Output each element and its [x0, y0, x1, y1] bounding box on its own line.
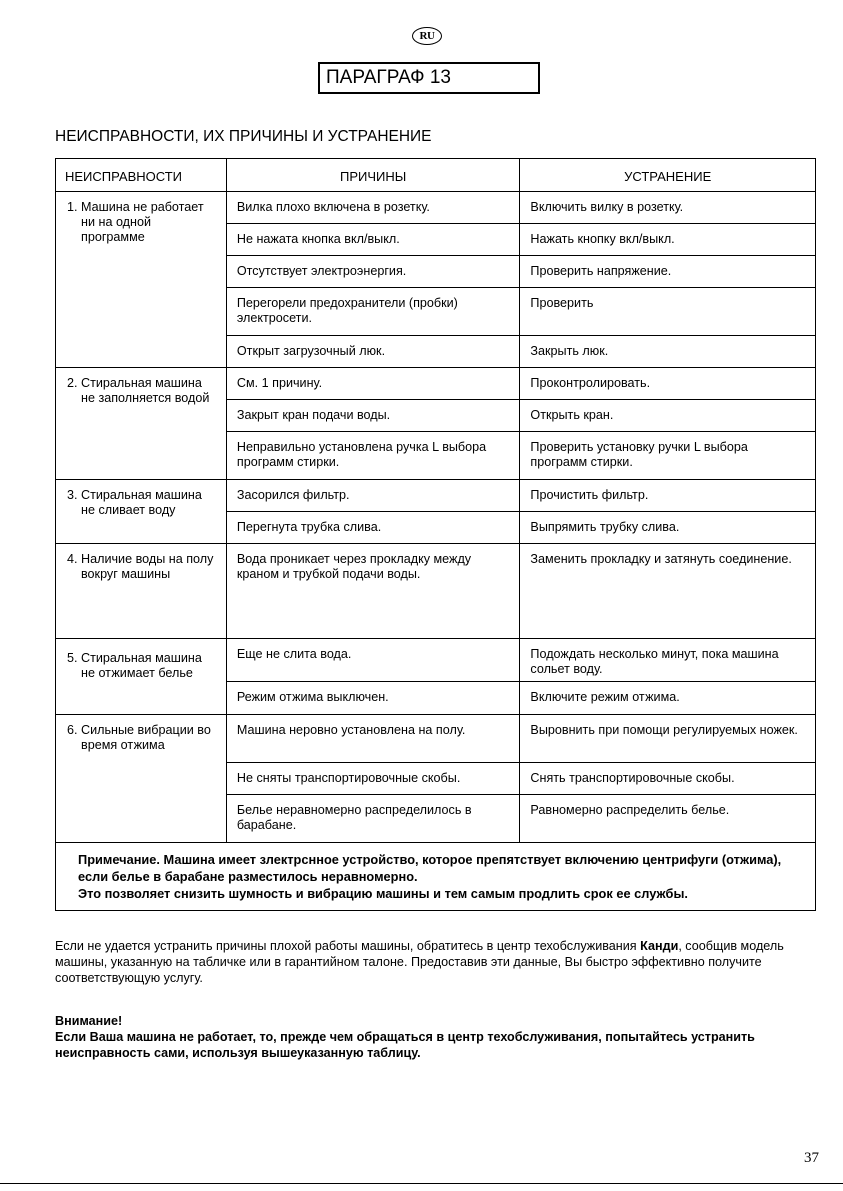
table-row	[56, 192, 816, 224]
fix-cell: Закрыть люк.	[520, 336, 816, 368]
note-row	[56, 843, 816, 911]
cause-cell: Перегорели предохранители (пробки) электросети.	[226, 288, 520, 336]
header-remedies: УСТРАНЕНИЕ	[520, 159, 816, 192]
cause-cell: Режим отжима выключен.	[226, 682, 520, 715]
fix-cell: Проверить напряжение.	[520, 256, 816, 288]
fix-cell: Выпрямить трубку слива.	[520, 512, 816, 544]
fault-cell	[56, 715, 227, 843]
fault-cell	[56, 192, 227, 368]
cause-cell: Вода проникает через прокладку между краном и трубкой подачи воды.	[226, 544, 520, 639]
fix-cell: Заменить прокладку и затянуть соединение.	[520, 544, 816, 639]
fix-cell: Проверить установку ручки L выбора программ стирки.	[520, 432, 816, 480]
fix-cell: Проверить	[520, 288, 816, 336]
warning-text: Если Ваша машина не работает, то, прежде чем обращаться в центр техобслуживания, попытайтесь устранить неисправность сами, используя вышеуказанную таблицу.	[55, 1030, 755, 1060]
table-header-row	[56, 159, 816, 192]
page-heading: НЕИСПРАВНОСТИ, ИХ ПРИЧИНЫ И УСТРАНЕНИЕ	[55, 128, 432, 145]
fault-text: 4. Наличие воды на полу вокруг машины	[67, 552, 214, 581]
fault-cell	[56, 544, 227, 639]
fix-cell: Открыть кран.	[520, 400, 816, 432]
fix-cell: Включите режим отжима.	[520, 682, 816, 715]
cause-cell: Вилка плохо включена в розетку.	[226, 192, 520, 224]
cause-cell: Перегнута трубка слива.	[226, 512, 520, 544]
fault-text: 5. Стиральная машина не отжимает белье	[67, 651, 202, 680]
fault-cell	[56, 480, 227, 544]
cause-cell: Еще не слита вода.	[226, 639, 520, 682]
header-faults: НЕИСПРАВНОСТИ	[56, 159, 227, 192]
cause-cell: Не сняты транспортировочные скобы.	[226, 763, 520, 795]
table-row	[56, 480, 816, 512]
note-text-2: Это позволяет снизить шумность и вибрацию машины и тем самым продлить срок ее службы.	[78, 886, 688, 901]
cause-cell: Открыт загрузочный люк.	[226, 336, 520, 368]
troubleshooting-table	[55, 158, 816, 911]
fault-text: 6. Сильные вибрации во время отжима	[67, 723, 211, 752]
fix-cell: Равномерно распределить белье.	[520, 795, 816, 843]
header-causes: ПРИЧИНЫ	[226, 159, 520, 192]
bottom-rule	[0, 1183, 843, 1184]
cause-cell: Белье неравномерно распределилось в барабане.	[226, 795, 520, 843]
fix-cell: Снять транспортировочные скобы.	[520, 763, 816, 795]
language-badge: RU	[412, 27, 442, 45]
cause-cell: Не нажата кнопка вкл/выкл.	[226, 224, 520, 256]
fix-cell: Проконтролировать.	[520, 368, 816, 400]
table-row	[56, 715, 816, 763]
note-text: Примечание. Машина имеет злектрсннoe устройство, которое препятствует включению центрифуги (отжима), если белье в барабане разместилось неравномерно.	[78, 852, 782, 884]
service-text-end: , сообщив модель машины, указанную на табличке или в гарантийном талоне. Предоставив эти данные, Вы быстро эффективно получите соответствующую услугу.	[55, 939, 784, 985]
fault-text: 3. Стиральная машина не сливает воду	[67, 488, 202, 517]
cause-cell: Засорился фильтр.	[226, 480, 520, 512]
cause-cell: Отсутствует электроэнергия.	[226, 256, 520, 288]
table-row	[56, 639, 816, 682]
service-text: Если не удается устранить причины плохой работы машины, обратитесь в центр техобслуживания	[55, 939, 641, 953]
fault-cell	[56, 639, 227, 715]
service-paragraph	[55, 938, 820, 986]
table-row	[56, 368, 816, 400]
fix-cell: Нажать кнопку вкл/выкл.	[520, 224, 816, 256]
fix-cell: Выровнить при помощи регулируемых ножек.	[520, 715, 816, 763]
brand-name: Канди	[640, 939, 679, 953]
fault-cell	[56, 368, 227, 480]
fault-text: 1. Машина не работает ни на одной программе	[67, 200, 204, 244]
note-cell	[56, 843, 816, 911]
fix-cell: Включить вилку в розетку.	[520, 192, 816, 224]
section-title: ПАРАГРАФ 13	[318, 62, 540, 94]
warning-title: Внимание!	[55, 1014, 123, 1028]
cause-cell: Неправильно установлена ручка L выбора программ стирки.	[226, 432, 520, 480]
fault-text: 2. Стиральная машина не заполняется водой	[67, 376, 210, 405]
table-row	[56, 544, 816, 639]
cause-cell: Закрыт кран подачи воды.	[226, 400, 520, 432]
cause-cell: Машина неровно установлена на полу.	[226, 715, 520, 763]
page-number: 37	[804, 1150, 819, 1166]
cause-cell: См. 1 причину.	[226, 368, 520, 400]
fix-cell: Прочистить фильтр.	[520, 480, 816, 512]
fix-cell: Подождать несколько минут, пока машина сольет воду.	[520, 639, 816, 682]
